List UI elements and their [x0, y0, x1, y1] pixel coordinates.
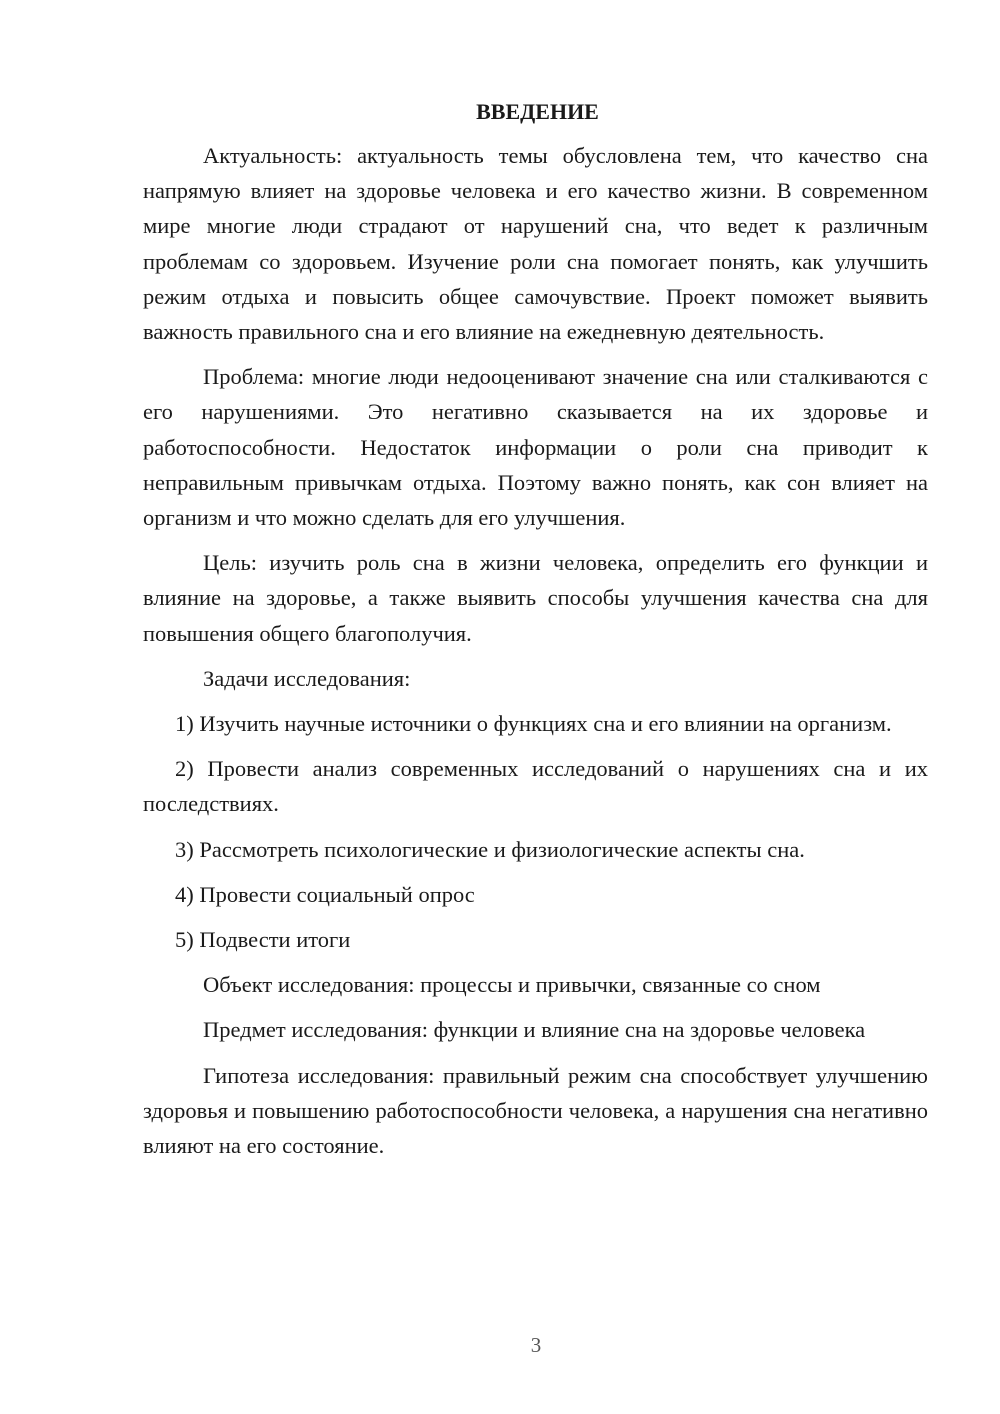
paragraph-hypothesis: Гипотеза исследования: правильный режим сна способствует улучшению здоровья и повышению работоспособности человека, а нарушения сна негативно влияют на его состояние.: [143, 1062, 928, 1159]
paragraph-subject: Предмет исследования: функции и влияние сна на здоровье человека: [203, 1017, 866, 1043]
paragraph-goal: Цель: изучить роль сна в жизни человека, определить его функции и влияние на здоровье, а также выявить способы улучшения качества сна для повышения общего благополучия.: [143, 550, 928, 646]
paragraph-relevance: Актуальность: актуальность темы обусловлена тем, что качество сна напрямую влияет на здоровье человека и его качество жизни. В современном мире многие люди страдают от нарушений сна, что ведет к различным проблемам со здоровьем. Изучение роли сна помогает понять, как улучшить режим отдыха и повысить общее самочувствие. Проект поможет выявить важность правильного сна и его влияние на ежедневную деятельность.: [143, 143, 928, 345]
section-heading: ВВЕДЕНИЕ: [476, 99, 599, 124]
task-item-1: 1) Изучить научные источники о функциях сна и его влиянии на организм.: [175, 711, 892, 737]
paragraph-problem: Проблема: многие люди недооценивают значение сна или сталкиваются с его нарушениями. Это негативно сказывается на их здоровье и работоспособности. Недостаток информации о роли сна приводит к неправильным привычкам отдыха. Поэтому важно понять, как сон влияет на организм и что можно сделать для его улучшения.: [143, 364, 928, 531]
task-item-2: 2) Провести анализ современных исследований о нарушениях сна и их последствиях.: [143, 756, 928, 817]
task-item-5: 5) Подвести итоги: [175, 927, 351, 953]
paragraph-tasks-title: Задачи исследования:: [203, 665, 411, 691]
task-item-3: 3) Рассмотреть психологические и физиологические аспекты сна.: [175, 836, 805, 862]
paragraph-object: Объект исследования: процессы и привычки, связанные со сном: [203, 972, 821, 998]
page-number: 3: [530, 1333, 542, 1357]
page-content: [143, 94, 928, 1173]
task-item-4: 4) Провести социальный опрос: [175, 881, 475, 907]
